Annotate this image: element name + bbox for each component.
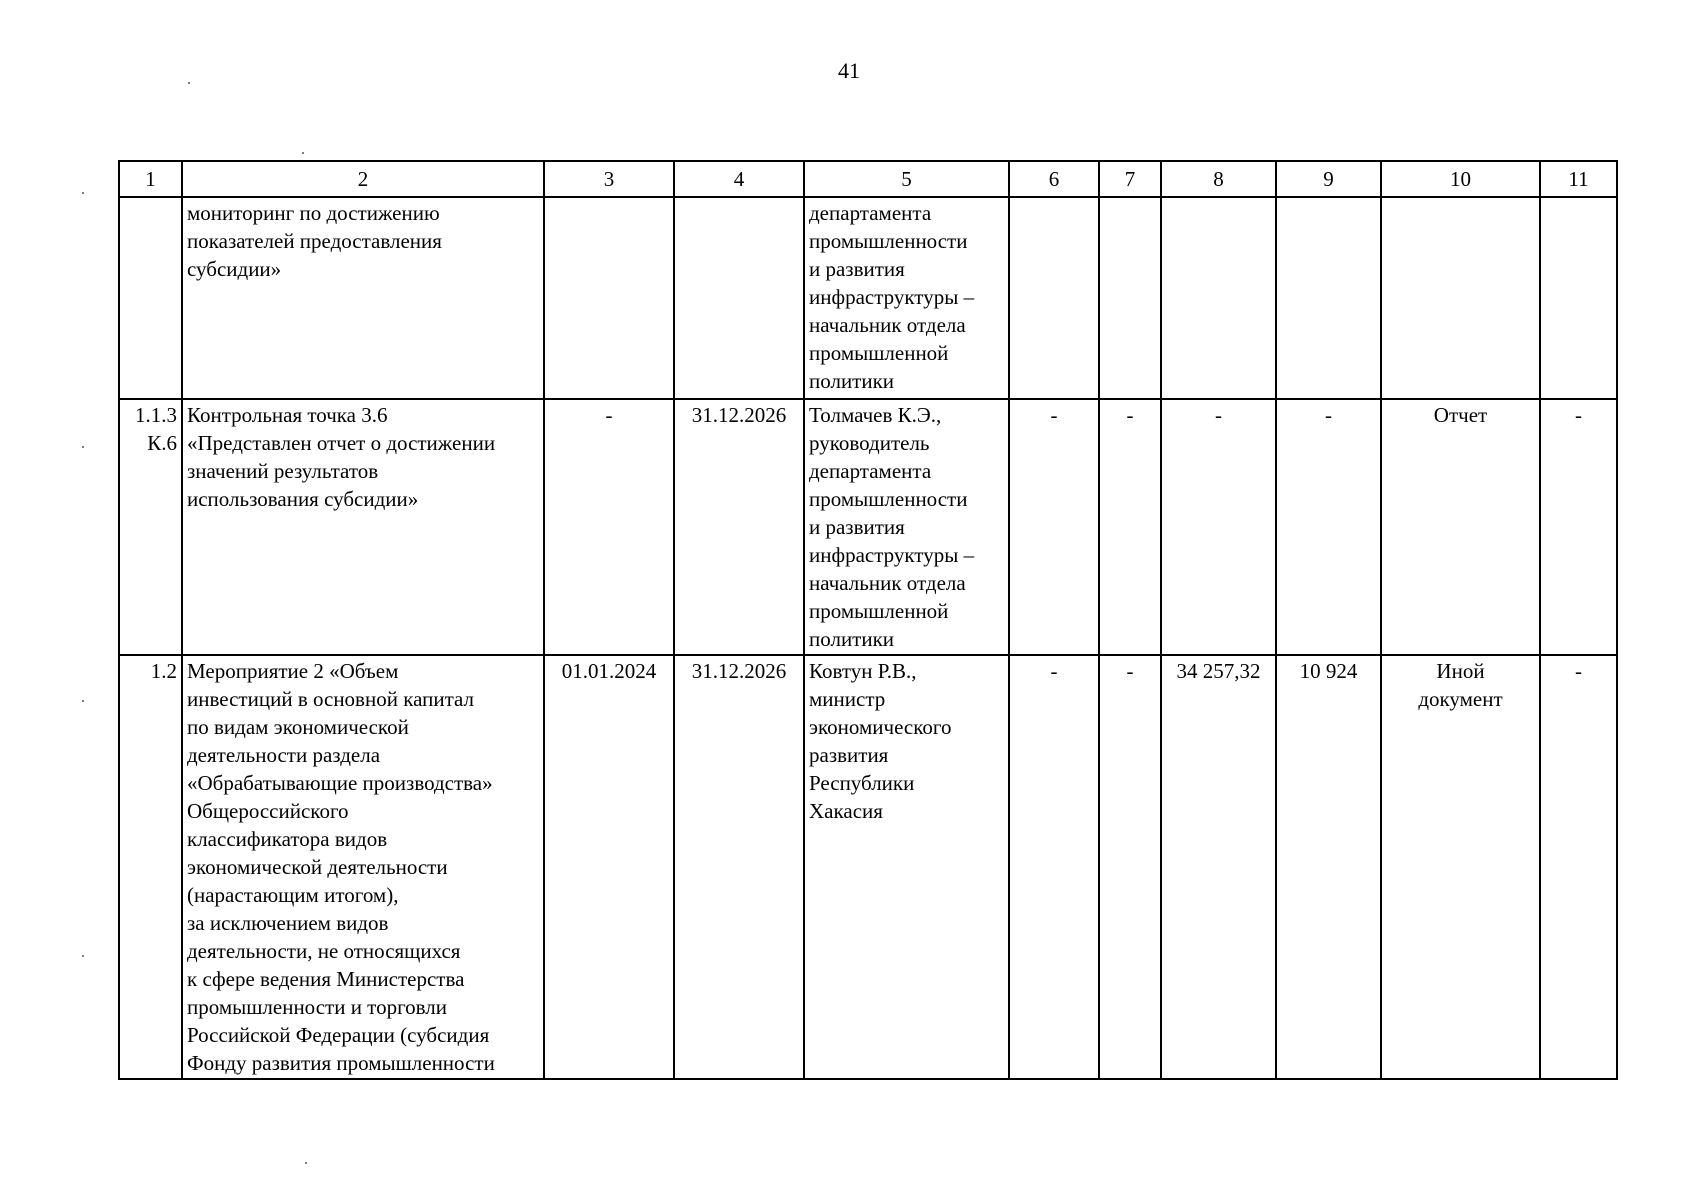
scan-speck: [302, 152, 304, 154]
end-date-cell: 31.12.2026: [674, 399, 804, 655]
activity-name-cell: Мероприятие 2 «Объем инвестиций в основной капитал по видам экономической деятельности раздела «Обрабатывающие производства» Общероссийского классификатора видов экономической деятельности (нарастающим итогом), за исключением видов деятельности, не относящихся к сфере ведения Министерства промышленности и торговли Российской Федерации (субсидия Фонду развития промышленности: [182, 655, 544, 1079]
table-row: [119, 197, 1617, 399]
activity-name-cell: мониторинг по достижению показателей предоставления субсидии»: [182, 197, 544, 399]
col11-cell: [1540, 197, 1617, 399]
col11-cell: -: [1540, 655, 1617, 1079]
scan-speck: [82, 446, 84, 448]
row-number-cell: 1.2: [119, 655, 182, 1079]
responsible-cell: департамента промышленности и развития инфраструктуры – начальник отдела промышленной политики: [804, 197, 1009, 399]
col11-cell: -: [1540, 399, 1617, 655]
column-header: 8: [1161, 161, 1276, 197]
scan-speck: [82, 955, 84, 957]
document-type-cell: Иной документ: [1381, 655, 1540, 1079]
scan-speck: [305, 1162, 307, 1164]
col8-cell: 34 257,32: [1161, 655, 1276, 1079]
row-number-cell: [119, 197, 182, 399]
table-row: [119, 399, 1617, 655]
plan-table: [118, 160, 1618, 1080]
col7-cell: [1099, 197, 1161, 399]
column-header: 7: [1099, 161, 1161, 197]
table-header-row: [119, 161, 1617, 197]
column-header: 2: [182, 161, 544, 197]
scan-speck: [188, 82, 190, 84]
col9-cell: 10 924: [1276, 655, 1381, 1079]
row-number-cell: 1.1.3 К.6: [119, 399, 182, 655]
col8-cell: [1161, 197, 1276, 399]
col8-cell: -: [1161, 399, 1276, 655]
page-number: 41: [838, 58, 860, 83]
column-header: 6: [1009, 161, 1099, 197]
end-date-cell: [674, 197, 804, 399]
column-header: 4: [674, 161, 804, 197]
col9-cell: [1276, 197, 1381, 399]
table-row: [119, 655, 1617, 1079]
activity-name-cell: Контрольная точка 3.6 «Представлен отчет о достижении значений результатов использования субсидии»: [182, 399, 544, 655]
start-date-cell: 01.01.2024: [544, 655, 674, 1079]
end-date-cell: 31.12.2026: [674, 655, 804, 1079]
col7-cell: -: [1099, 655, 1161, 1079]
start-date-cell: [544, 197, 674, 399]
document-type-cell: Отчет: [1381, 399, 1540, 655]
col9-cell: -: [1276, 399, 1381, 655]
column-header: 9: [1276, 161, 1381, 197]
scan-speck: [82, 700, 84, 702]
scan-speck: [82, 192, 84, 194]
column-header: 3: [544, 161, 674, 197]
column-header: 10: [1381, 161, 1540, 197]
start-date-cell: -: [544, 399, 674, 655]
column-header: 11: [1540, 161, 1617, 197]
col6-cell: [1009, 197, 1099, 399]
responsible-cell: Ковтун Р.В., министр экономического развития Республики Хакасия: [804, 655, 1009, 1079]
column-header: 5: [804, 161, 1009, 197]
col7-cell: -: [1099, 399, 1161, 655]
column-header: 1: [119, 161, 182, 197]
col6-cell: -: [1009, 655, 1099, 1079]
responsible-cell: Толмачев К.Э., руководитель департамента промышленности и развития инфраструктуры – начальник отдела промышленной политики: [804, 399, 1009, 655]
col6-cell: -: [1009, 399, 1099, 655]
document-type-cell: [1381, 197, 1540, 399]
